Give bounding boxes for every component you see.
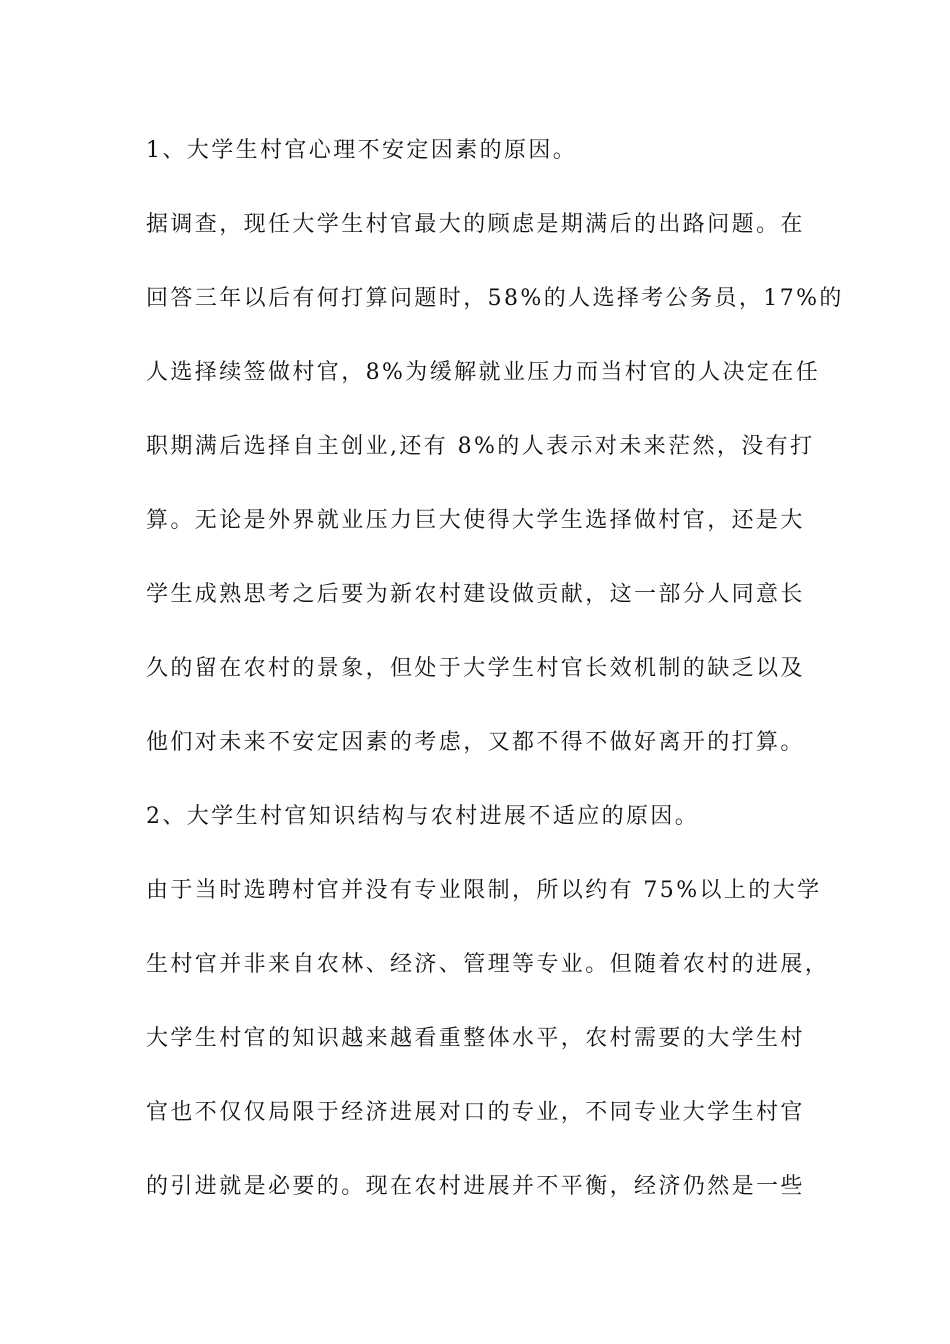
paragraph-line: 生村官并非来自农林、经济、管理等专业。但随着农村的进展， bbox=[146, 952, 830, 977]
paragraph-line: 他们对未来不安定因素的考虑，又都不得不做好离开的打算。 bbox=[146, 730, 805, 755]
section-heading-1: 1、大学生村官心理不安定因素的原因。 bbox=[146, 138, 578, 163]
paragraph-line: 算。无论是外界就业压力巨大使得大学生选择做村官，还是大 bbox=[146, 508, 805, 533]
document-body bbox=[146, 128, 844, 1210]
paragraph-line: 久的留在农村的景象，但处于大学生村官长效机制的缺乏以及 bbox=[146, 656, 805, 681]
paragraph-line: 回答三年以后有何打算问题时，58%的人选择考公务员，17%的 bbox=[146, 286, 844, 311]
paragraph-line: 大学生村官的知识越来越看重整体水平，农村需要的大学生村 bbox=[146, 1026, 805, 1051]
paragraph-line: 学生成熟思考之后要为新农村建设做贡献，这一部分人同意长 bbox=[146, 582, 805, 607]
paragraph-line: 职期满后选择自主创业,还有 8%的人表示对未来茫然，没有打 bbox=[146, 434, 815, 459]
section-heading-2: 2、大学生村官知识结构与农村进展不适应的原因。 bbox=[146, 804, 700, 829]
paragraph-line: 的引进就是必要的。现在农村进展并不平衡，经济仍然是一些 bbox=[146, 1174, 805, 1199]
paragraph-line: 据调查，现任大学生村官最大的顾虑是期满后的出路问题。在 bbox=[146, 212, 805, 237]
paragraph-line: 官也不仅仅局限于经济进展对口的专业，不同专业大学生村官 bbox=[146, 1100, 805, 1125]
paragraph-line: 人选择续签做村官，8%为缓解就业压力而当村官的人决定在任 bbox=[146, 360, 821, 385]
paragraph-line: 由于当时选聘村官并没有专业限制，所以约有 75%以上的大学 bbox=[146, 878, 822, 903]
